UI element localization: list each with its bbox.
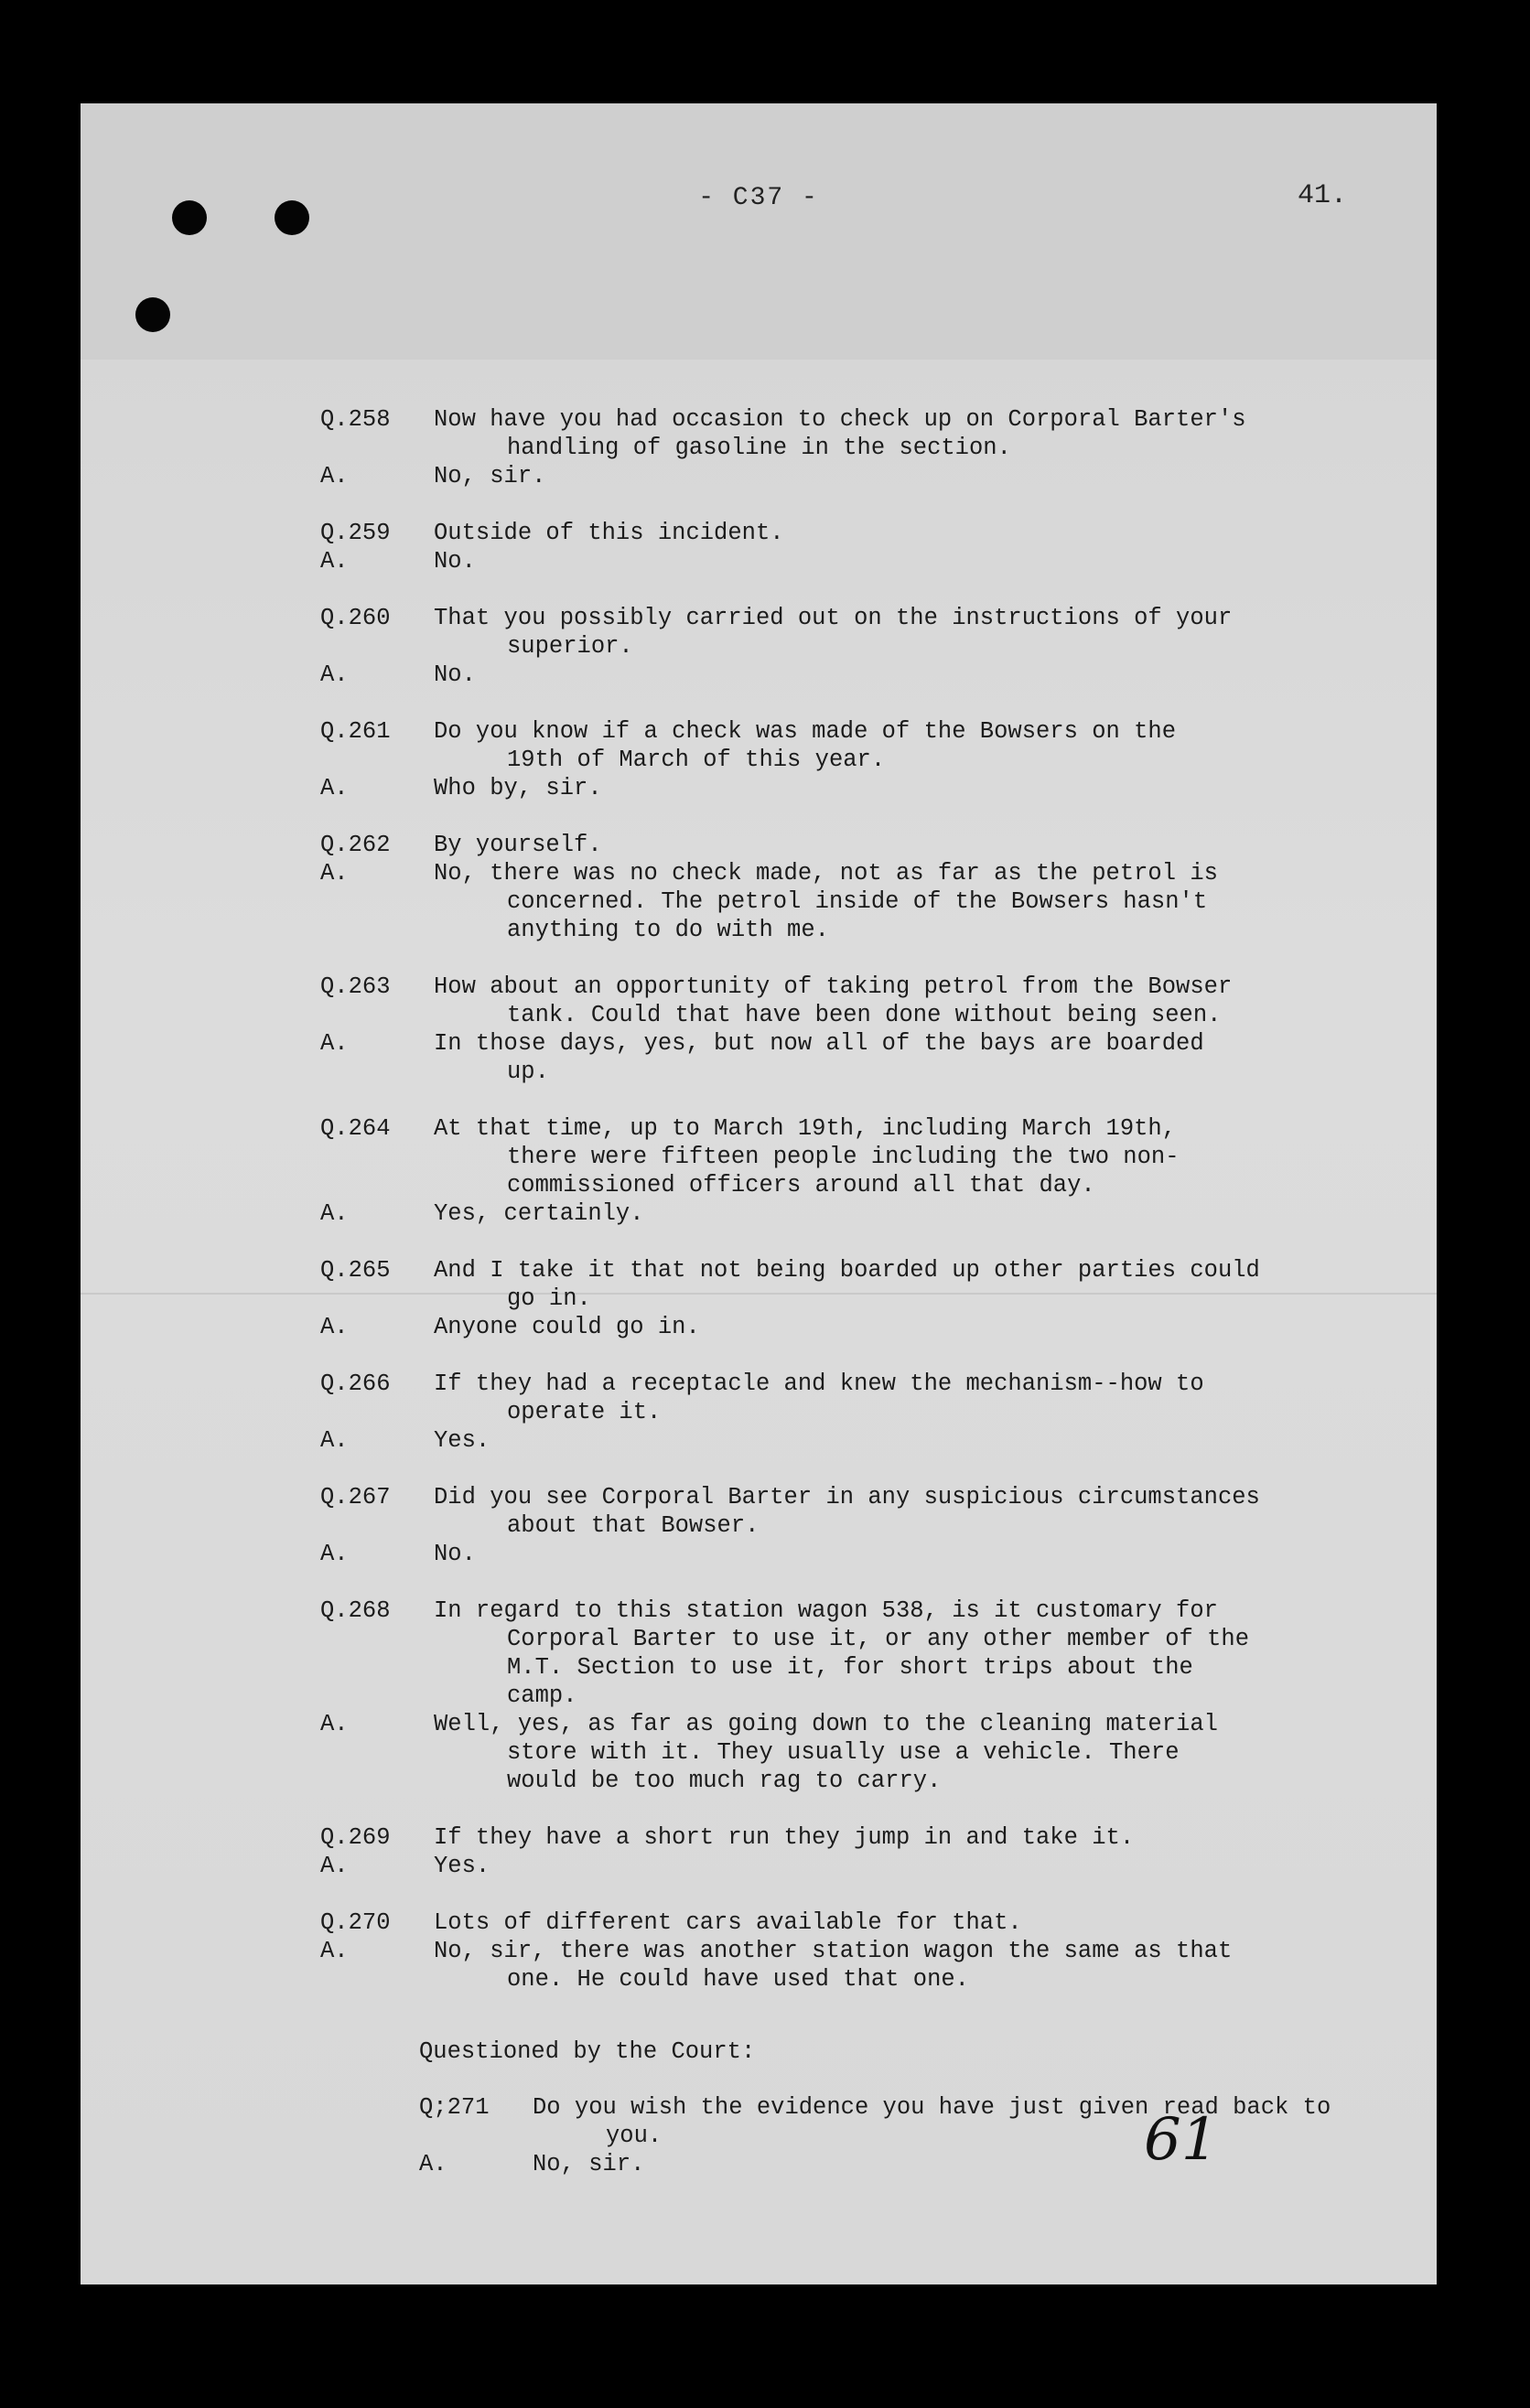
entry-line: Outside of this incident. <box>434 520 784 546</box>
entry-line: 19th of March of this year. <box>507 747 886 773</box>
entry-text <box>434 1937 1285 1994</box>
entry-label: Q.270 <box>320 1909 391 1936</box>
entry-line: Who by, sir. <box>434 775 602 801</box>
entry-text <box>434 1852 1285 1880</box>
entry-line: No, there was no check made, not as far as the petrol is <box>434 860 1218 887</box>
entry-line: No. <box>434 548 476 575</box>
entry-text <box>434 1823 1285 1852</box>
entry-line: And I take it that not being boarded up other parties could <box>434 1257 1260 1284</box>
entry-label: Q.265 <box>320 1257 391 1284</box>
court-heading: Questioned by the Court: <box>419 2038 756 2065</box>
entry-text <box>434 1710 1285 1795</box>
entry-label: Q.266 <box>320 1371 391 1397</box>
answer-row <box>320 547 1285 575</box>
answer-row <box>320 661 1285 689</box>
answer-row <box>320 1029 1285 1086</box>
entry-text <box>434 519 1285 547</box>
question-row <box>320 405 1285 462</box>
entry-label: A. <box>320 1030 349 1057</box>
entry-line: M.T. Section to use it, for short trips about the <box>507 1654 1193 1681</box>
entry-text <box>434 1426 1285 1455</box>
entry-line: there were fifteen people including the two non- <box>507 1144 1180 1170</box>
entry-line: If they had a receptacle and knew the mechanism--how to <box>434 1371 1204 1397</box>
entry-label: Q.261 <box>320 718 391 745</box>
answer-row <box>320 1199 1285 1228</box>
entry-text <box>434 717 1285 774</box>
entry-text <box>434 1483 1285 1540</box>
entry-line: you. <box>606 2123 663 2149</box>
entry-line: No, sir. <box>434 463 546 489</box>
question-row <box>320 1256 1285 1313</box>
entry-text <box>434 1256 1285 1313</box>
entry-text <box>434 1199 1285 1228</box>
entry-label: A. <box>320 1541 349 1567</box>
entry-line: In those days, yes, but now all of the bays are boarded <box>434 1030 1204 1057</box>
entry-line: Well, yes, as far as going down to the cleaning material <box>434 1711 1218 1737</box>
answer-row <box>320 1937 1285 1994</box>
question-row <box>320 1483 1285 1540</box>
entry-line: concerned. The petrol inside of the Bowsers hasn't <box>507 888 1208 915</box>
entry-label: Q.268 <box>320 1597 391 1624</box>
entry-label: A. <box>320 548 349 575</box>
entry-line: By yourself. <box>434 832 602 858</box>
entry-label: Q.260 <box>320 605 391 631</box>
entry-label: Q;271 <box>419 2094 490 2121</box>
entry-text <box>434 462 1285 490</box>
entry-line: How about an opportunity of taking petrol from the Bowser <box>434 973 1233 1000</box>
entry-text <box>434 831 1285 859</box>
entry-label: A. <box>320 661 349 688</box>
punch-hole <box>135 297 170 332</box>
entry-line: Do you wish the evidence you have just given read back to <box>533 2094 1331 2121</box>
entry-label: A. <box>320 463 349 489</box>
question-row <box>320 1908 1285 1937</box>
entry-label: Q.264 <box>320 1115 391 1142</box>
entry-label: Q.259 <box>320 520 391 546</box>
court-transcript <box>419 2093 1384 2178</box>
entry-label: A. <box>320 1853 349 1879</box>
entry-text <box>434 1029 1285 1086</box>
entry-line: store with it. They usually use a vehicle. There <box>507 1739 1180 1766</box>
entry-text <box>434 1596 1285 1710</box>
entry-label: Q.258 <box>320 406 391 433</box>
entry-text <box>434 1370 1285 1426</box>
entry-text <box>434 604 1285 661</box>
question-row <box>320 519 1285 547</box>
entry-line: up. <box>507 1059 549 1085</box>
answer-row <box>320 1426 1285 1455</box>
entry-label: Q.263 <box>320 973 391 1000</box>
entry-line: If they have a short run they jump in and take it. <box>434 1824 1135 1851</box>
entry-text <box>533 2150 1384 2178</box>
answer-row <box>320 859 1285 944</box>
entry-line: Yes. <box>434 1853 490 1879</box>
entry-line: handling of gasoline in the section. <box>507 435 1011 461</box>
entry-label: A. <box>320 1938 349 1964</box>
entry-line: No. <box>434 661 476 688</box>
question-row <box>320 1823 1285 1852</box>
entry-label: A. <box>320 775 349 801</box>
entry-label: Q.267 <box>320 1484 391 1510</box>
entry-line: Lots of different cars available for that. <box>434 1909 1022 1936</box>
entry-label: A. <box>320 860 349 887</box>
entry-line: commissioned officers around all that day. <box>507 1172 1095 1199</box>
entry-text <box>434 859 1285 944</box>
entry-text <box>434 1313 1285 1341</box>
entry-label: Q.269 <box>320 1824 391 1851</box>
question-row <box>320 1596 1285 1710</box>
entry-text <box>434 661 1285 689</box>
page-number: 41. <box>1298 180 1348 211</box>
entry-line: Anyone could go in. <box>434 1314 700 1340</box>
entry-line: tank. Could that have been done without being seen. <box>507 1002 1222 1028</box>
entry-label: A. <box>320 1314 349 1340</box>
answer-row <box>320 1313 1285 1341</box>
answer-row <box>320 1540 1285 1568</box>
entry-line: would be too much rag to carry. <box>507 1768 942 1794</box>
entry-label: A. <box>320 1427 349 1454</box>
question-row <box>320 973 1285 1029</box>
entry-label: A. <box>320 1711 349 1737</box>
entry-line: Do you know if a check was made of the Bowsers on the <box>434 718 1177 745</box>
entry-label: A. <box>419 2151 447 2177</box>
entry-line: Did you see Corporal Barter in any suspicious circumstances <box>434 1484 1260 1510</box>
entry-line: one. He could have used that one. <box>507 1966 969 1993</box>
entry-line: In regard to this station wagon 538, is it customary for <box>434 1597 1218 1624</box>
entry-label: Q.262 <box>320 832 391 858</box>
answer-row <box>419 2150 1384 2178</box>
entry-line: No. <box>434 1541 476 1567</box>
entry-text <box>434 405 1285 462</box>
entry-text <box>434 1540 1285 1568</box>
answer-row <box>320 774 1285 802</box>
transcript <box>320 405 1285 1994</box>
question-row <box>320 1114 1285 1199</box>
answer-row <box>320 1852 1285 1880</box>
entry-line: Now have you had occasion to check up on Corporal Barter's <box>434 406 1246 433</box>
entry-line: No, sir. <box>533 2151 645 2177</box>
entry-text <box>533 2093 1384 2150</box>
entry-line: anything to do with me. <box>507 917 829 943</box>
question-row <box>320 831 1285 859</box>
entry-label: A. <box>320 1200 349 1227</box>
question-row <box>320 717 1285 774</box>
entry-line: No, sir, there was another station wagon the same as that <box>434 1938 1233 1964</box>
entry-line: go in. <box>507 1285 591 1312</box>
question-row <box>320 604 1285 661</box>
entry-line: Corporal Barter to use it, or any other member of the <box>507 1626 1250 1652</box>
question-row <box>419 2093 1384 2150</box>
answer-row <box>320 1710 1285 1795</box>
question-row <box>320 1370 1285 1426</box>
entry-line: At that time, up to March 19th, including March 19th, <box>434 1115 1177 1142</box>
entry-line: about that Bowser. <box>507 1512 760 1539</box>
entry-line: Yes. <box>434 1427 490 1454</box>
entry-text <box>434 973 1285 1029</box>
page-header-code: - C37 - <box>698 184 819 212</box>
entry-text <box>434 774 1285 802</box>
entry-text <box>434 547 1285 575</box>
answer-row <box>320 462 1285 490</box>
entry-text <box>434 1114 1285 1199</box>
entry-line: That you possibly carried out on the instructions of your <box>434 605 1233 631</box>
entry-line: superior. <box>507 633 633 660</box>
entry-line: Yes, certainly. <box>434 1200 644 1227</box>
entry-line: camp. <box>507 1682 577 1709</box>
entry-text <box>434 1908 1285 1937</box>
handwritten-mark: 61 <box>1144 2106 1219 2174</box>
entry-line: operate it. <box>507 1399 662 1425</box>
